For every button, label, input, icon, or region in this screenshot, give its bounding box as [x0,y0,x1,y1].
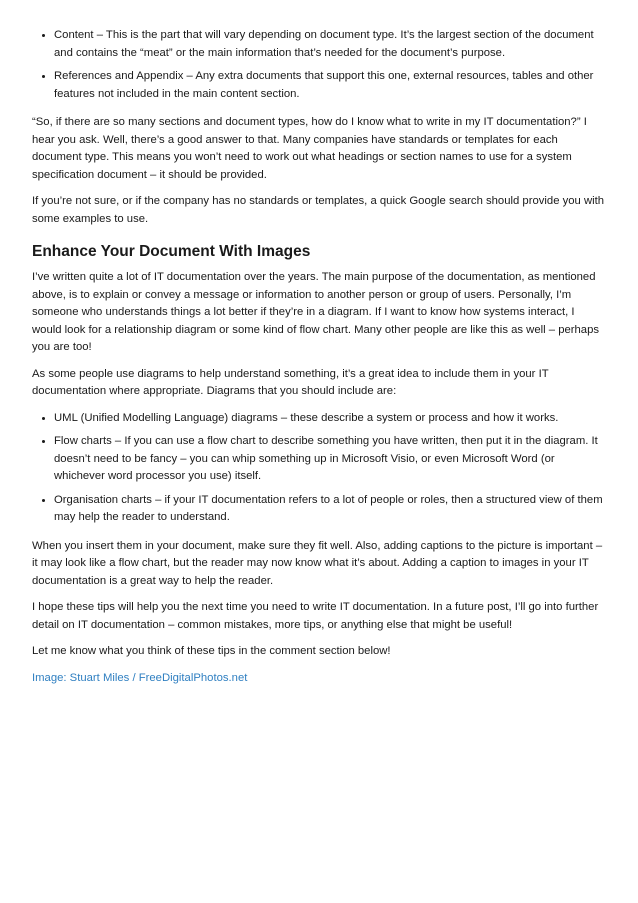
article-body [32,27,606,696]
image-credit: Image: Stuart Miles / FreeDigitalPhotos.net [32,671,248,684]
document-sections-list [32,27,606,103]
paragraph: When you insert them in your document, make sure they fit well. Also, adding captions to the picture is important – it may look like a flow chart, but the reader may now know what it’s about. Adding a caption to images in your IT documentation is a great way to help the reader. [32,539,603,587]
paragraph: I hope these tips will help you the next time you need to write IT documentation. In a future post, I’ll go into further detail on IT documentation – common mistakes, more tips, or anything else that might be useful! [32,601,599,631]
list-item: • References and Appendix – Any extra documents that support this one, external resources, tables and other features not included in the main content section. [54,68,606,103]
list-item: • Organisation charts – if your IT documentation refers to a lot of people or roles, then a structured view of them may help the reader to understand. [54,492,606,527]
paragraph: As some people use diagrams to help understand something, it’s a great idea to include them in your IT documentation where appropriate. Diagrams that you should include are: [32,367,549,397]
paragraph: I’ve written quite a lot of IT documentation over the years. The main purpose of the documentation, as mentioned above, is to explain or convey a message or information to another person or group of users. Personally, I’m someone who understands things a lot better if they’re in a diagram. If I want to know how systems interact, I would look for a relationship diagram or some kind of flow chart. Many other people are like this as well – perhaps you are too! [32,271,600,353]
paragraph: If you’re not sure, or if the company has no standards or templates, a quick Google search should provide you with some examples to use. [32,195,605,225]
paragraph: “So, if there are so many sections and document types, how do I know what to write in my IT documentation?” I hear you ask. Well, there’s a good answer to that. Many companies have standards or templates for each document type. This means you won’t need to work out what headings or section names to use for a system specification document – it should be provided. [32,116,587,181]
diagram-types-list [32,410,606,527]
list-item: • Content – This is the part that will vary depending on document type. It’s the largest section of the document and contains the “meat” or the main information that’s needed for the document’s purpose. [54,27,606,62]
section-heading: Enhance Your Document With Images [32,243,311,260]
list-item: • UML (Unified Modelling Language) diagrams – these describe a system or process and how it works. [54,410,606,428]
list-item: • Flow charts – If you can use a flow chart to describe something you have written, then put it in the diagram. It doesn’t need to be fancy – you can whip something up in Microsoft Visio, or even Microsoft Word (or whichever word processor you use) itself. [54,433,606,486]
paragraph: Let me know what you think of these tips in the comment section below! [32,645,391,657]
